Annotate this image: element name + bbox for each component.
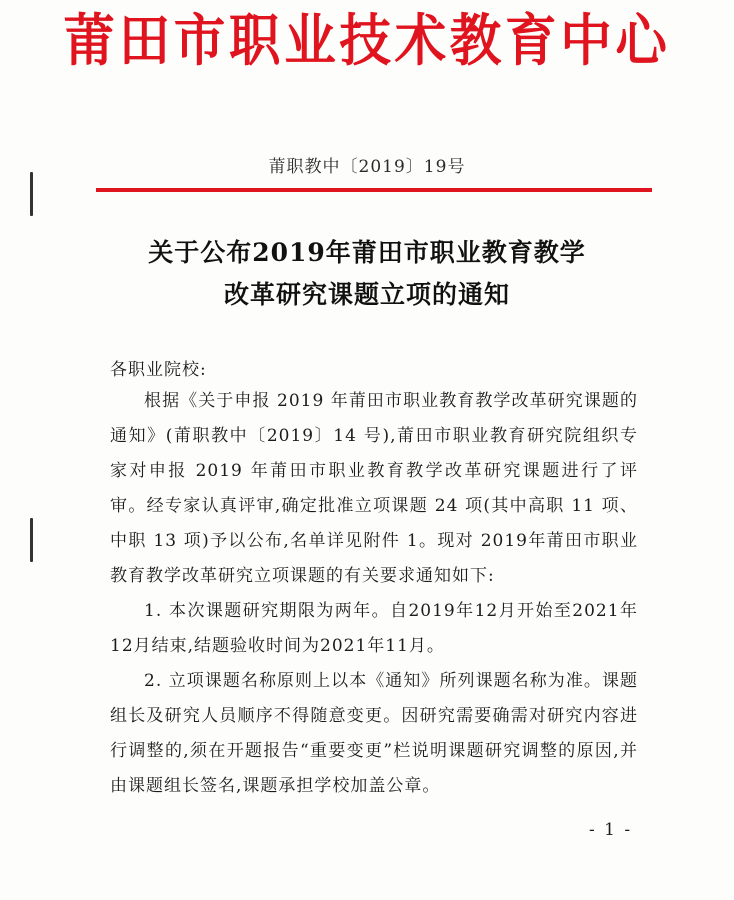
- document-number: 莆职教中〔2019〕19号: [268, 157, 466, 177]
- header-divider: [96, 188, 652, 192]
- paragraph-1: 根据《关于申报 2019 年莆田市职业教育教学改革研究课题的通知》(莆职教中〔2019〕14 号),莆田市职业教育研究院组织专家对申报 2019 年莆田市职业教育教学改革研究课题进行了评审。经专家认真评审,确定批准立项课题 24 项(其中高职 11 项、中职 13 项)予以公布,名单详见附件 1。现对 2019年莆田市职业教育教学改革研究立项课题的有关要求通知如下:: [110, 391, 638, 586]
- paragraph-2: 1. 本次课题研究期限为两年。自2019年12月开始至2021年12月结束,结题验收时间为2021年11月。: [110, 601, 638, 656]
- binding-hole-mark-top: [30, 172, 33, 216]
- binding-hole-mark-bottom: [30, 518, 33, 562]
- page-number: - 1 -: [589, 820, 633, 840]
- salutation: 各职业院校:: [110, 360, 207, 380]
- document-title: [0, 232, 734, 316]
- paragraph-3: 2. 立项课题名称原则上以本《通知》所列课题名称为准。课题组长及研究人员顺序不得随意变更。因研究需要确需对研究内容进行调整的,须在开题报告“重要变更”栏说明课题研究调整的原因,并由课题组长签名,课题承担学校加盖公章。: [110, 671, 638, 796]
- organization-header: 莆田市职业技术教育中心: [63, 8, 671, 74]
- body-text: [110, 384, 638, 804]
- title-line-2: 改革研究课题立项的通知: [223, 280, 510, 309]
- title-line-1: 关于公布2019年莆田市职业教育教学: [148, 238, 586, 267]
